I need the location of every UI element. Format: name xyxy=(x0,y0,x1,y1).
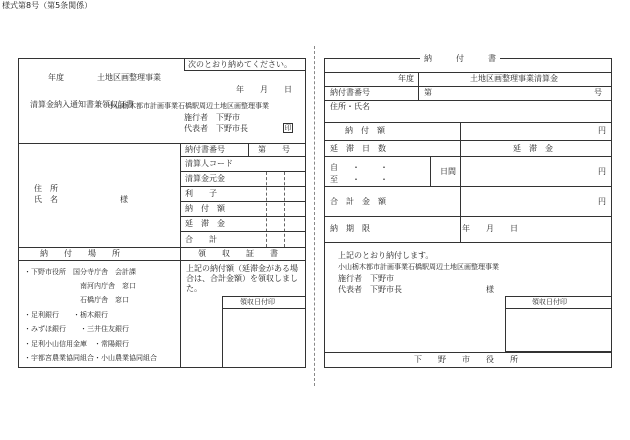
principal-label: 清算金元金 xyxy=(185,174,225,183)
right-sama: 様 xyxy=(486,285,494,294)
divider xyxy=(180,247,181,368)
left-stamp-box xyxy=(222,296,306,368)
right-executor: 施行者 下野市 xyxy=(338,274,394,283)
divider xyxy=(324,156,612,157)
form-number: 様式第8号（第5条関係） xyxy=(2,1,93,10)
notice-number-dai: 第 xyxy=(424,88,432,97)
yen-label: 円 xyxy=(598,197,606,206)
please-pay-text: 次のとおり納めてください。 xyxy=(188,60,292,69)
pay-amount-label: 納 付 額 xyxy=(185,204,225,213)
receipt-stamp-label: 領収日付印 xyxy=(240,298,275,306)
sama-label: 様 xyxy=(120,195,128,204)
divider xyxy=(180,231,306,232)
divider xyxy=(18,143,306,144)
receipt-header: 領 収 証 書 xyxy=(198,249,278,258)
date-dot: ・ xyxy=(352,163,360,172)
divider xyxy=(184,58,185,70)
divider xyxy=(505,308,612,309)
place-item: ・足利小山信用金庫 ・常陽銀行 xyxy=(24,340,129,348)
deadline-label: 納 期 限 xyxy=(330,224,370,233)
total-amount-label: 合 計 金 額 xyxy=(330,197,386,206)
address-name-label: 住所・氏名 xyxy=(330,102,370,111)
issuer-project: 小山栃木都市計画事業石橋駅周辺土地区画整理事業 xyxy=(108,102,269,110)
divider xyxy=(18,260,306,261)
divider xyxy=(18,247,306,248)
place-item: ・下野市役所 国分寺庁舎 会計課 xyxy=(24,268,136,276)
divider xyxy=(324,140,612,141)
yen-label: 円 xyxy=(598,126,606,135)
divider xyxy=(324,186,612,187)
representative-label: 代表者 xyxy=(184,124,208,133)
payer-code-label: 清算人コード xyxy=(185,159,233,168)
receipt-note: 上記の納付額（延滞金がある場合は、合計金額）を領収しました。 xyxy=(186,264,298,293)
payment-number-label: 納付書番号 xyxy=(185,145,225,154)
divider xyxy=(324,72,612,73)
place-item: ・みずほ銀行 ・三井住友銀行 xyxy=(24,325,129,333)
notice-title: 清算金納入通知書兼領収証書 xyxy=(30,100,134,109)
executor-value: 下野市 xyxy=(216,113,240,122)
date-dot: ・ xyxy=(380,175,388,184)
divider xyxy=(222,308,306,309)
to-label: 至 xyxy=(330,175,338,184)
divider xyxy=(324,216,612,217)
divider xyxy=(284,172,285,247)
right-receipt-stamp-label: 領収日付印 xyxy=(532,298,567,306)
right-title: 納 付 書 xyxy=(420,55,500,63)
representative-value: 下野市長 xyxy=(216,124,248,133)
yen-label: 円 xyxy=(598,167,606,176)
project-name: 土地区画整理事業 xyxy=(97,73,161,82)
place-item: 石橋庁舎 窓口 xyxy=(80,296,129,304)
right-late-fee-label: 延 滞 金 xyxy=(513,144,553,153)
total-label: 合 計 xyxy=(185,235,217,244)
right-project: 土地区画整理事業清算金 xyxy=(470,74,558,83)
payment-number-value: 第 号 xyxy=(258,145,290,154)
interest-label: 利 子 xyxy=(185,189,217,198)
date-dot: ・ xyxy=(380,163,388,172)
divider xyxy=(324,86,612,87)
place-item: ・宇都宮農業協同組合・小山農業協同組合 xyxy=(24,354,157,362)
place-item: ・足利銀行 ・栃木銀行 xyxy=(24,311,108,319)
footer-city-office: 下 野 市 役 所 xyxy=(414,355,518,364)
date-dot: ・ xyxy=(352,175,360,184)
divider xyxy=(430,156,431,186)
divider xyxy=(266,172,267,247)
divider xyxy=(180,201,306,202)
cut-line xyxy=(314,46,315,386)
divider xyxy=(180,216,306,217)
late-fee-label: 延 滞 金 xyxy=(185,219,225,228)
from-label: 自 xyxy=(330,163,338,172)
divider xyxy=(418,72,419,100)
divider xyxy=(180,156,306,157)
address-label: 住 所 xyxy=(34,184,58,193)
notice-number-label: 納付書番号 xyxy=(330,88,370,97)
issue-date: 年 月 日 xyxy=(236,85,292,94)
divider xyxy=(460,122,461,242)
deadline-date: 年 月 日 xyxy=(462,224,518,233)
right-receipt-note: 上記のとおり納付します。 xyxy=(338,251,434,260)
divider xyxy=(324,100,612,101)
fiscal-year-label: 年度 xyxy=(48,73,64,82)
notice-number-go: 号 xyxy=(594,88,602,97)
payment-place-header: 納 付 場 所 xyxy=(40,249,120,258)
divider xyxy=(248,143,249,156)
executor-label: 施行者 xyxy=(184,113,208,122)
place-item: 南河内庁舎 窓口 xyxy=(80,282,136,290)
right-representative: 代表者 下野市長 xyxy=(338,285,402,294)
right-year-label: 年度 xyxy=(398,74,414,83)
divider xyxy=(324,352,612,353)
divider xyxy=(184,70,306,71)
name-label: 氏 名 xyxy=(34,195,58,204)
divider xyxy=(324,242,612,243)
days-label: 日間 xyxy=(440,167,456,176)
late-days-label: 延 滞 日 数 xyxy=(330,144,386,153)
divider xyxy=(324,122,612,123)
seal-mark: 印 xyxy=(284,124,292,132)
divider xyxy=(180,171,306,172)
divider xyxy=(180,186,306,187)
right-pay-amount-label: 納 付 額 xyxy=(345,126,385,135)
right-issuer-project: 小山栃木都市計画事業石橋駅周辺土地区画整理事業 xyxy=(338,263,499,271)
